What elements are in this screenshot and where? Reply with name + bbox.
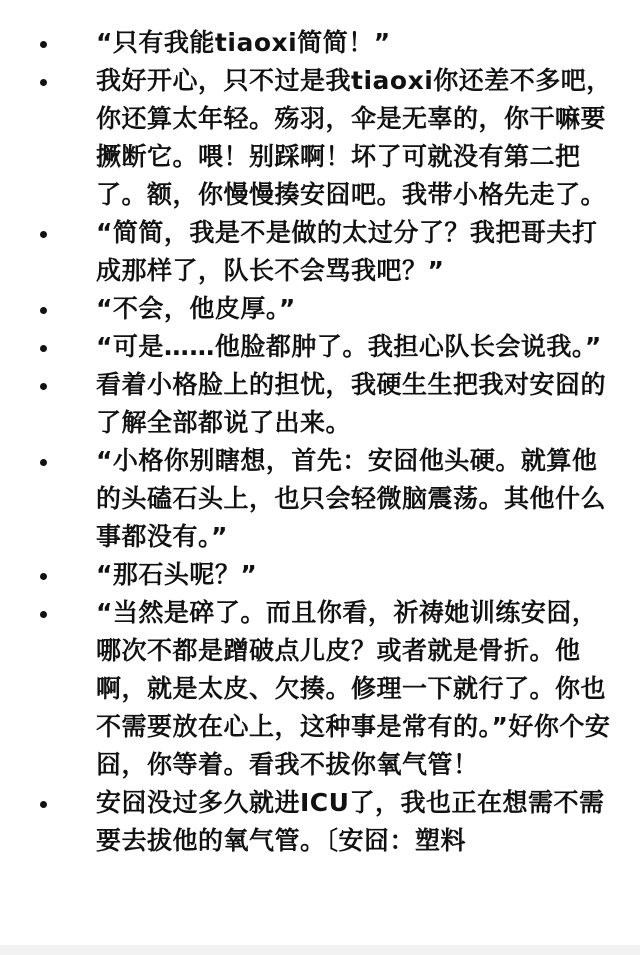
- bullet-icon: [40, 459, 47, 466]
- bullet-icon: [40, 345, 47, 352]
- list-item: [0, 290, 640, 328]
- paragraph-text: “不会，他皮厚。”: [96, 294, 296, 323]
- paragraph-text: “小格你别瞎想，首先：安囧他头硬。就算他的头磕石头上，也只会轻微脑震荡。其他什么事都没有。”: [96, 446, 607, 551]
- paragraph-text: “当然是碎了。而且你看，祈祷她训练安囧，哪次不都是蹭破点儿皮？或者就是骨折。他啊，就是太皮、欠揍。修理一下就行了。你也不需要放在心上，这种事是常有的。”好你个安囧，你等着。看我不拔你氧气管！: [96, 598, 611, 779]
- list-item: [0, 328, 640, 366]
- paragraph-text: “简简，我是不是做的太过分了？我把哥夫打成那样了，队长不会骂我吧？”: [96, 218, 598, 285]
- paragraph-text: “可是……他脸都肿了。我担心队长会说我。”: [96, 332, 602, 361]
- bottom-edge: [0, 945, 640, 955]
- list-item: [0, 366, 640, 442]
- paragraph-text: “那石头呢？”: [96, 560, 258, 589]
- bullet-icon: [40, 801, 47, 808]
- bullet-icon: [40, 231, 47, 238]
- bullet-icon: [40, 41, 47, 48]
- bullet-icon: [40, 573, 47, 580]
- bullet-icon: [40, 611, 47, 618]
- list-item: [0, 62, 640, 214]
- list-item: [0, 214, 640, 290]
- list-item: [0, 556, 640, 594]
- paragraph-text: 安囧没过多久就进ICU了，我也正在想需不需要去拔他的氧气管。〔安囧：塑料: [96, 788, 605, 855]
- list-item: [0, 594, 640, 784]
- list-item: [0, 442, 640, 556]
- list-item: [0, 784, 640, 860]
- paragraph-text: 看着小格脸上的担忧，我硬生生把我对安囧的了解全部都说了出来。: [96, 370, 607, 437]
- bullet-icon: [40, 79, 47, 86]
- list-item: [0, 24, 640, 62]
- bullet-icon: [40, 307, 47, 314]
- bullet-icon: [40, 383, 47, 390]
- paragraph-text: 我好开心，只不过是我tiaoxi你还差不多吧，你还算太年轻。殇羽，伞是无辜的，你干嘛要撅断它。喂！别踩啊！坏了可就没有第二把了。额，你慢慢揍安囧吧。我带小格先走了。: [96, 66, 612, 209]
- paragraph-text: “只有我能tiaoxi简简！”: [96, 28, 391, 57]
